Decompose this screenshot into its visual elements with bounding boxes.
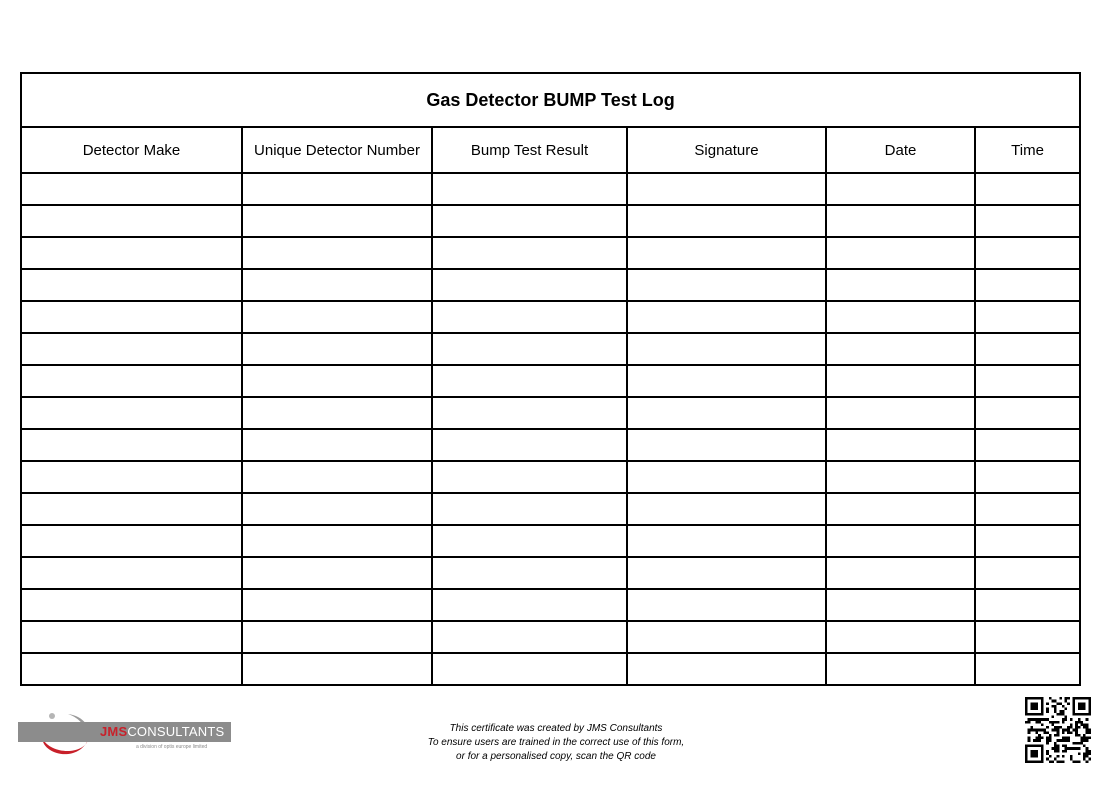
entry-cell[interactable] — [432, 301, 627, 333]
column-header-signature: Signature — [627, 127, 826, 173]
entry-cell[interactable] — [21, 173, 242, 205]
entry-cell[interactable] — [21, 589, 242, 621]
form-title: Gas Detector BUMP Test Log — [21, 73, 1080, 127]
entry-cell[interactable] — [242, 205, 432, 237]
entry-cell[interactable] — [242, 621, 432, 653]
entry-cell[interactable] — [826, 269, 975, 301]
entry-cell[interactable] — [627, 397, 826, 429]
entry-cell[interactable] — [627, 365, 826, 397]
entry-cell[interactable] — [826, 557, 975, 589]
column-header-date: Date — [826, 127, 975, 173]
entry-cell[interactable] — [975, 525, 1080, 557]
entry-cell[interactable] — [826, 461, 975, 493]
entry-cell[interactable] — [242, 365, 432, 397]
entry-cell[interactable] — [627, 301, 826, 333]
table-row — [21, 269, 1080, 301]
entry-cell[interactable] — [21, 301, 242, 333]
entry-cell[interactable] — [826, 365, 975, 397]
entry-cell[interactable] — [432, 173, 627, 205]
jms-consultants-logo-icon — [18, 710, 233, 764]
entry-cell[interactable] — [826, 653, 975, 685]
column-header-row — [21, 127, 1080, 173]
table-row — [21, 653, 1080, 685]
table-row — [21, 621, 1080, 653]
entry-cell[interactable] — [975, 589, 1080, 621]
table-row — [21, 333, 1080, 365]
title-row — [21, 73, 1080, 127]
entry-cell[interactable] — [627, 461, 826, 493]
entry-cell[interactable] — [432, 269, 627, 301]
table-row — [21, 205, 1080, 237]
table-row — [21, 493, 1080, 525]
entry-cell[interactable] — [627, 237, 826, 269]
entry-cell[interactable] — [627, 429, 826, 461]
footer-note-line-1: This certificate was created by JMS Consultants — [449, 723, 663, 734]
entry-cell[interactable] — [432, 525, 627, 557]
entry-cell[interactable] — [975, 621, 1080, 653]
entry-cell[interactable] — [432, 365, 627, 397]
column-header-time: Time — [975, 127, 1080, 173]
footer-note-line-3: or for a personalised copy, scan the QR code — [456, 751, 656, 762]
entry-cell[interactable] — [975, 301, 1080, 333]
entry-cell[interactable] — [21, 237, 242, 269]
entry-cell[interactable] — [975, 461, 1080, 493]
entry-cell[interactable] — [242, 493, 432, 525]
entry-cell[interactable] — [432, 557, 627, 589]
entry-cell[interactable] — [242, 589, 432, 621]
entry-cell[interactable] — [826, 621, 975, 653]
entry-cell[interactable] — [21, 333, 242, 365]
entry-cell[interactable] — [432, 461, 627, 493]
table-row — [21, 365, 1080, 397]
entry-cell[interactable] — [975, 333, 1080, 365]
entry-cell[interactable] — [975, 429, 1080, 461]
entry-cell[interactable] — [627, 589, 826, 621]
entry-cell[interactable] — [975, 397, 1080, 429]
entry-cell[interactable] — [432, 589, 627, 621]
entry-cell[interactable] — [627, 205, 826, 237]
entry-cell[interactable] — [242, 333, 432, 365]
entry-cell[interactable] — [826, 333, 975, 365]
table-row — [21, 589, 1080, 621]
entry-cell[interactable] — [21, 397, 242, 429]
table-row — [21, 173, 1080, 205]
entry-cell[interactable] — [21, 205, 242, 237]
entry-cell[interactable] — [432, 493, 627, 525]
logo-brand-jms: JMS — [100, 724, 128, 739]
entry-cell[interactable] — [432, 205, 627, 237]
entry-cell[interactable] — [21, 653, 242, 685]
entry-cell[interactable] — [826, 493, 975, 525]
logo-brand — [100, 722, 224, 742]
entry-cell[interactable] — [826, 589, 975, 621]
entry-cell[interactable] — [21, 621, 242, 653]
entry-cell[interactable] — [242, 237, 432, 269]
log-entry-rows — [21, 173, 1080, 685]
entry-cell[interactable] — [975, 653, 1080, 685]
entry-cell[interactable] — [975, 365, 1080, 397]
column-header-bump-test-result: Bump Test Result — [432, 127, 627, 173]
entry-cell[interactable] — [627, 653, 826, 685]
entry-cell[interactable] — [242, 269, 432, 301]
entry-cell[interactable] — [627, 173, 826, 205]
entry-cell[interactable] — [242, 653, 432, 685]
entry-cell[interactable] — [826, 205, 975, 237]
entry-cell[interactable] — [975, 269, 1080, 301]
table-row — [21, 461, 1080, 493]
entry-cell[interactable] — [826, 397, 975, 429]
entry-cell[interactable] — [975, 557, 1080, 589]
entry-cell[interactable] — [432, 653, 627, 685]
entry-cell[interactable] — [432, 429, 627, 461]
entry-cell[interactable] — [242, 557, 432, 589]
entry-cell[interactable] — [975, 493, 1080, 525]
entry-cell[interactable] — [627, 269, 826, 301]
entry-cell[interactable] — [826, 173, 975, 205]
logo-brand-consultants: CONSULTANTS — [127, 724, 225, 739]
entry-cell[interactable] — [432, 397, 627, 429]
bump-test-log-table — [20, 72, 1081, 686]
entry-cell[interactable] — [242, 397, 432, 429]
footer-note-line-2: To ensure users are trained in the correct use of this form, — [427, 737, 685, 748]
entry-cell[interactable] — [242, 429, 432, 461]
entry-cell[interactable] — [826, 525, 975, 557]
table-row — [21, 429, 1080, 461]
column-header-unique-detector-number: Unique Detector Number — [242, 127, 432, 173]
entry-cell[interactable] — [242, 461, 432, 493]
entry-cell[interactable] — [242, 525, 432, 557]
entry-cell[interactable] — [826, 237, 975, 269]
qr-code-icon — [1025, 697, 1091, 763]
entry-cell[interactable] — [242, 301, 432, 333]
entry-cell[interactable] — [242, 173, 432, 205]
entry-cell[interactable] — [432, 333, 627, 365]
entry-cell[interactable] — [826, 301, 975, 333]
entry-cell[interactable] — [21, 525, 242, 557]
entry-cell[interactable] — [21, 429, 242, 461]
entry-cell[interactable] — [21, 557, 242, 589]
column-header-detector-make: Detector Make — [21, 127, 242, 173]
entry-cell[interactable] — [21, 365, 242, 397]
entry-cell[interactable] — [21, 269, 242, 301]
entry-cell[interactable] — [627, 333, 826, 365]
table-row — [21, 397, 1080, 429]
entry-cell[interactable] — [627, 493, 826, 525]
entry-cell[interactable] — [627, 525, 826, 557]
entry-cell[interactable] — [432, 237, 627, 269]
footer-note — [406, 722, 706, 764]
entry-cell[interactable] — [21, 461, 242, 493]
table-row — [21, 237, 1080, 269]
entry-cell[interactable] — [432, 621, 627, 653]
table-row — [21, 557, 1080, 589]
entry-cell[interactable] — [975, 173, 1080, 205]
logo-division-text: a division of optis europe limited — [136, 744, 208, 750]
entry-cell[interactable] — [627, 621, 826, 653]
entry-cell[interactable] — [627, 557, 826, 589]
table-row — [21, 525, 1080, 557]
entry-cell[interactable] — [975, 237, 1080, 269]
entry-cell[interactable] — [975, 205, 1080, 237]
entry-cell[interactable] — [21, 493, 242, 525]
table-row — [21, 301, 1080, 333]
entry-cell[interactable] — [826, 429, 975, 461]
